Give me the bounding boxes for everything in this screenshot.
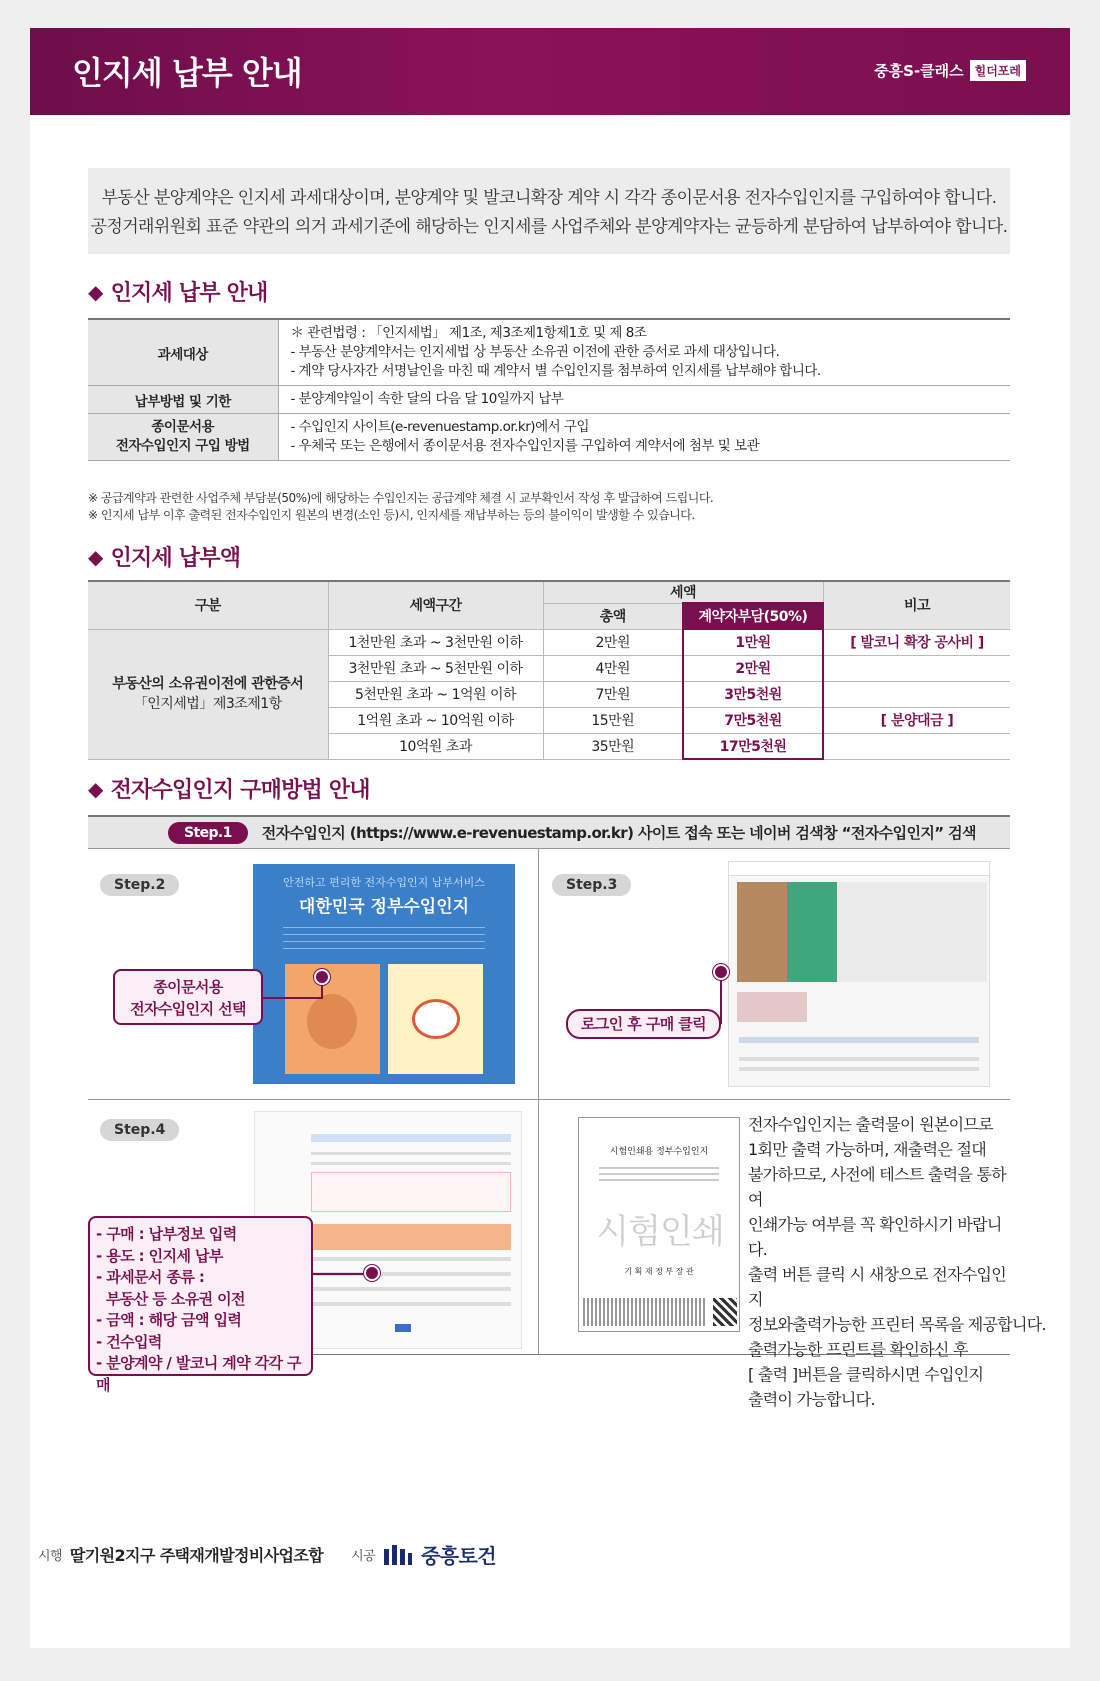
header-tax: 세액 <box>543 581 823 603</box>
total-cell: 2만원 <box>543 629 683 655</box>
buyer-cell: 3만5천원 <box>683 681 823 707</box>
buyer-cell: 7만5천원 <box>683 707 823 733</box>
step4-callout: - 구매 : 납부정보 입력 - 용도 : 인지세 납부 - 과세문서 종류 : 부동산 등 소유권 이전 - 금액 : 해당 금액 입력 - 건수입력 - 분양계약 / 발코니 계약 각각 구매 <box>88 1216 313 1376</box>
buyer-cell: 1만원 <box>683 629 823 655</box>
notes: ※ 공급계약과 관련한 사업주체 부담분(50%)에 해당하는 수입인지는 공급계약 체결 시 교부확인서 작성 후 발급하여 드립니다. ※ 인지세 납부 이후 출력된 전자수입인지 원본의 변경(소인 등)시, 인지세를 재납부하는 등의 불이익이 발생할 수 있습니다. <box>88 491 714 522</box>
row-value: - 분양계약일이 속한 달의 다음 달 10일까지 납부 <box>278 386 1010 414</box>
step1-text: 전자수입인지 (https://www.e-revenuestamp.or.kr) 사이트 접속 또는 네이버 검색창 “전자수입인지” 검색 <box>261 824 976 842</box>
range-cell: 10억원 초과 <box>328 733 543 759</box>
step2-screenshot: 안전하고 편리한 전자수입인지 납부서비스 대한민국 정부수입인지 <box>253 864 515 1084</box>
header-remark: 비고 <box>823 581 1010 629</box>
page <box>30 28 1070 1648</box>
footer <box>38 1540 496 1569</box>
range-cell: 1천만원 초과 ~ 3천만원 이하 <box>328 629 543 655</box>
section-title-purchase: ◆ 전자수입인지 구매방법 안내 <box>88 776 370 803</box>
builder-label: 시공 <box>351 1549 376 1564</box>
section-title-amount: ◆ 인지세 납부액 <box>88 544 241 571</box>
diamond-icon: ◆ <box>88 279 103 304</box>
step2-marker <box>314 969 330 985</box>
stamp-watermark: 시험인쇄 <box>596 1212 724 1252</box>
total-cell: 7만원 <box>543 681 683 707</box>
remark-cell: [ 분양대금 ] <box>823 707 1010 733</box>
range-cell: 1억원 초과 ~ 10억원 이하 <box>328 707 543 733</box>
intro-box <box>88 168 1010 254</box>
remark-cell <box>823 733 1010 759</box>
step4-marker <box>364 1265 380 1281</box>
print-instructions: 전자수입인지는 출력물이 원본이므로 1회만 출력 가능하며, 재출력은 절대 불가하므로, 사전에 테스트 출력을 통하여 인쇄가능 여부를 꼭 확인하시기 바랍니다. 출력 버튼 클릭 시 새창으로 전자수입인지 정보와출력가능한 프린터 목록을 제공합니다. 출력가능한 프린트를 확인하신 후 [ 출력 ]버튼을 클릭하시면 수입인지 출력이 가능합니다. <box>748 1115 1046 1409</box>
executor-label: 시행 <box>38 1549 62 1564</box>
row-value: ＊ 관련법령 : 「인지세법」 제1조, 제3조제1항제1호 및 제 8조 - 부동산 분양계약서는 인지세법 상 부동산 소유권 이전에 관한 증서로 과세 대상입니다. - 계약 당사자간 서명날인을 마친 때 계약서 별 수입인지를 첨부하여 인지세를 납부해야 합니다. <box>278 319 1010 386</box>
row-value: - 수입인지 사이트(e-revenuestamp.or.kr)에서 구입 - 우체국 또는 은행에서 종이문서용 전자수입인지를 구입하여 계약서에 첨부 및 보관 <box>278 414 1010 461</box>
stamp-preview: 시험인쇄용 정부수입인지 시험인쇄 기 획 재 정 부 장 관 <box>578 1117 740 1332</box>
builder-name: 중흥토건 <box>421 1544 496 1568</box>
step1-badge: Step.1 <box>168 822 248 844</box>
brand-logo <box>874 60 1026 81</box>
diamond-icon: ◆ <box>88 776 103 801</box>
remark-cell <box>823 655 1010 681</box>
tax-amount-table <box>88 580 1010 760</box>
total-cell: 35만원 <box>543 733 683 759</box>
row-label: 납부방법 및 기한 <box>88 386 278 414</box>
paper-stamp-card <box>285 964 380 1074</box>
remark-cell: [ 발코니 확장 공사비 ] <box>823 629 1010 655</box>
intro-line-1: 부동산 분양계약은 인지세 과세대상이며, 분양계약 및 발코니확장 계약 시 각각 종이문서용 전자수입인지를 구입하여야 합니다. <box>101 188 997 208</box>
range-cell: 3천만원 초과 ~ 5천만원 이하 <box>328 655 543 681</box>
buyer-cell: 17만5천원 <box>683 733 823 759</box>
builder-logo-icon <box>383 1545 413 1565</box>
row-label: 과세대상 <box>88 319 278 386</box>
payment-info-table <box>88 318 1010 461</box>
step3-screenshot <box>728 861 990 1087</box>
electronic-stamp-card <box>388 964 483 1074</box>
table-row <box>88 319 1010 386</box>
header-total: 총액 <box>543 603 683 629</box>
remark-cell <box>823 681 1010 707</box>
table-row <box>88 414 1010 461</box>
step4-badge: Step.4 <box>100 1119 179 1141</box>
table-row <box>88 386 1010 414</box>
table-row <box>88 629 1010 655</box>
step3-callout: 로그인 후 구매 클릭 <box>566 1009 721 1039</box>
header-range: 세액구간 <box>328 581 543 629</box>
header-category: 구분 <box>88 581 328 629</box>
step2-badge: Step.2 <box>100 874 179 896</box>
total-cell: 4만원 <box>543 655 683 681</box>
row-label: 종이문서용 전자수입인지 구입 방법 <box>88 414 278 461</box>
step1-bar <box>88 815 1010 849</box>
buyer-cell: 2만원 <box>683 655 823 681</box>
step3-marker <box>713 964 729 980</box>
doc-type-cell: 부동산의 소유권이전에 관한증서 「인지세법」제3조제1항 <box>88 629 328 759</box>
header-banner <box>30 28 1070 115</box>
range-cell: 5천만원 초과 ~ 1억원 이하 <box>328 681 543 707</box>
page-title: 인지세 납부 안내 <box>72 54 302 92</box>
executor-name: 딸기원2지구 주택재개발정비사업조합 <box>69 1546 324 1565</box>
steps-grid <box>88 849 1046 1409</box>
diamond-icon: ◆ <box>88 544 103 569</box>
header-buyer-share: 계약자부담(50%) <box>683 603 823 629</box>
intro-line-2: 공정거래위원회 표준 약관의 의거 과세기준에 해당하는 인지세를 사업주체와 분양계약자는 균등하게 분담하여 납부하여야 합니다. <box>90 217 1008 237</box>
section-title-payment-info: ◆ 인지세 납부 안내 <box>88 279 268 306</box>
brand-name: 중흥S-클래스 <box>874 62 964 80</box>
step3-badge: Step.3 <box>552 874 631 896</box>
step2-callout: 종이문서용 전자수입인지 선택 <box>113 969 263 1025</box>
total-cell: 15만원 <box>543 707 683 733</box>
brand-badge: 힐더포레 <box>970 60 1026 81</box>
